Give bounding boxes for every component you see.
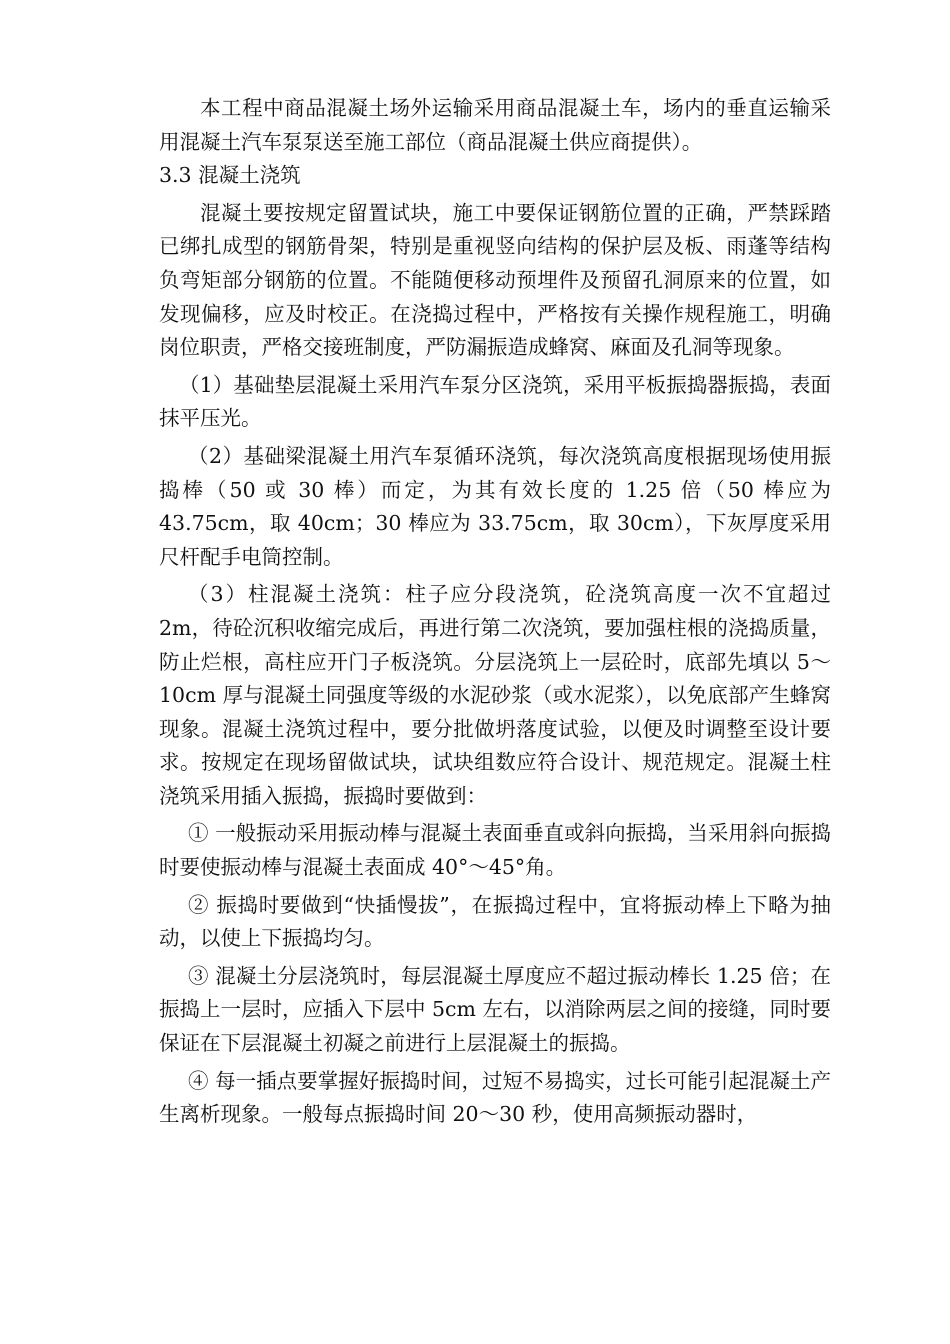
paragraph-point-1: ① 一般振动采用振动棒与混凝土表面垂直或斜向振捣，当采用斜向振捣时要使振动棒与混凝土表面成 40°～45°角。: [159, 821, 831, 880]
paragraph-point-2: ② 振捣时要做到“快插慢拔”，在振捣过程中，宜将振动棒上下略为抽动，以使上下振捣均匀。: [159, 892, 831, 951]
paragraph-transport: 本工程中商品混凝土场外运输采用商品混凝土车，场内的垂直运输采用混凝土汽车泵泵送至施工部位（商品混凝土供应商提供）。: [159, 96, 831, 154]
paragraph-item-2: （2）基础梁混凝土用汽车泵循环浇筑，每次浇筑高度根据现场使用振捣棒（50 或 30 棒）而定，为其有效长度的 1.25 倍（50 棒应为 43.75cm，取 40cm；30 棒应为 33.75cm，取 30cm），下灰厚度采用尺杆配手电筒控制。: [159, 443, 831, 569]
paragraph-item-1: （1）基础垫层混凝土采用汽车泵分区浇筑，采用平板振捣器振捣，表面抹平压光。: [159, 372, 831, 431]
paragraph-item-3: （3）柱混凝土浇筑：柱子应分段浇筑，砼浇筑高度一次不宜超过 2m，待砼沉积收缩完成后，再进行第二次浇筑，要加强柱根的浇捣质量，防止烂根，高柱应开门子板浇筑。分层浇筑上一层砼时，底部先填以 5～10cm 厚与混凝土同强度等级的水泥砂浆（或水泥浆），以免底部产生蜂窝现象。混凝土浇筑过程中，要分批做坍落度试验，以便及时调整至设计要求。按规定在现场留做试块，试块组数应符合设计、规范规定。混凝土柱浇筑采用插入振捣，振捣时要做到：: [159, 582, 831, 808]
section-heading: 3.3 混凝土浇筑: [159, 163, 301, 188]
document-body: [159, 92, 831, 1132]
paragraph-general-requirements: 混凝土要按规定留置试块，施工中要保证钢筋位置的正确，严禁踩踏已绑扎成型的钢筋骨架，特别是重视竖向结构的保护层及板、雨蓬等结构负弯矩部分钢筋的位置。不能随便移动预埋件及预留孔洞原来的位置，如发现偏移，应及时校正。在浇捣过程中，严格按有关操作规程施工，明确岗位职责，严格交接班制度，严防漏振造成蜂窝、麻面及孔洞等现象。: [159, 200, 831, 360]
paragraph-point-3: ③ 混凝土分层浇筑时，每层混凝土厚度应不超过振动棒长 1.25 倍；在振捣上一层时，应插入下层中 5cm 左右，以消除两层之间的接缝，同时要保证在下层混凝土初凝之前进行上层混凝土的振捣。: [159, 963, 831, 1056]
paragraph-point-4: ④ 每一插点要掌握好振捣时间，过短不易捣实，过长可能引起混凝土产生离析现象。一般每点振捣时间 20～30 秒，使用高频振动器时，: [159, 1068, 831, 1127]
